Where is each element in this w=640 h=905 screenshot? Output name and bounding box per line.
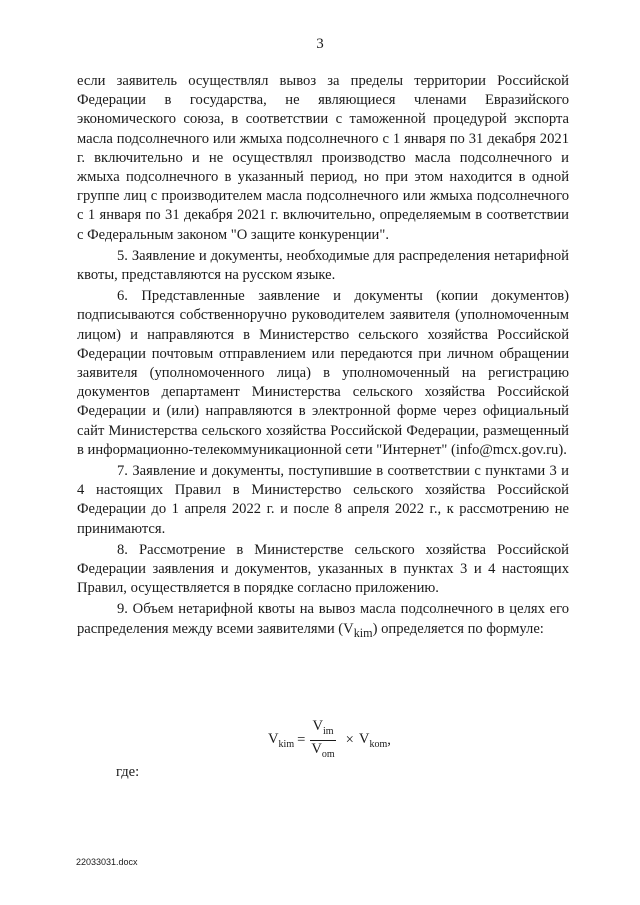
document-body [77,72,569,643]
paragraph-8: 8. Рассмотрение в Министерстве сельского хозяйства Российской Федерации заявления и документов, указанных в пунктах 3 и 4 настоящих Правил, осуществляется в порядке согласно приложению. [77,541,569,597]
formula-numerator: $V_{im}$ [310,718,335,741]
formula-equals: = [297,731,306,748]
paragraph-6: 6. Представленные заявление и документы (копии документов) подписываются собственноручно руководителем заявителя (уполномоченным лицом) и направляются в Министерство сельского хозяйства Российской Федерации почтовым отправлением или передаются при личном обращении заявителя (уполномоченного лица) в уполномоченный на регистрацию документов департамент Министерства сельского хозяйства Российской Федерации и (или) направляются в электронной форме через официальный сайт Министерства сельского хозяйства Российской Федерации, размещенный в информационно-телекоммуникационной сети "Интернет" (info@mcx.gov.ru). [77,288,569,458]
formula-times: × [345,731,354,748]
formula-rhs: $V_{kom}$ [358,730,388,750]
where-label: где: [116,764,140,780]
footer-filename: 22033031.docx [76,857,138,867]
formula-fraction [309,718,336,763]
paragraph-9 [77,600,569,642]
quota-formula [268,718,391,763]
page-number: 3 [316,36,324,52]
paragraph-9-text-end: ) определяется по формуле: [372,620,544,637]
paragraph-9-subscript: kim [353,625,373,640]
paragraph-continuation: если заявитель осуществлял вывоз за пределы территории Российской Федерации в государства, не являющиеся членами Евразийского экономического союза, в соответствии с таможенной процедурой экспорта масла подсолнечного или жмыха подсолнечного с 1 января по 31 декабря 2021 г. включительно и не осуществлял производство масла подсолнечного и жмыха подсолнечного в указанный период, но при этом находится в одной группе лиц с производителем масла подсолнечного или жмыха подсолнечного с 1 января по 31 декабря 2021 г. включительно, определяемым в соответствии с Федеральным законом "О защите конкуренции". [77,73,569,243]
formula-lhs: $V_{kim}$ [268,730,295,750]
paragraph-5: 5. Заявление и документы, необходимые для распределения нетарифной квоты, представляются на русском языке. [77,247,569,284]
paragraph-9-text: 9. Объем нетарифной квоты на вывоз масла подсолнечного в целях его распределения между всеми заявителями (V [77,601,569,637]
paragraph-7: 7. Заявление и документы, поступившие в соответствии с пунктами 3 и 4 настоящих Правил в Министерство сельского хозяйства Российской Федерации до 1 апреля 2022 г. и после 8 апреля 2022 г., к рассмотрению не принимаются. [77,463,569,537]
formula-comma: , [387,731,391,748]
formula-denominator: $V_{om}$ [311,740,335,760]
